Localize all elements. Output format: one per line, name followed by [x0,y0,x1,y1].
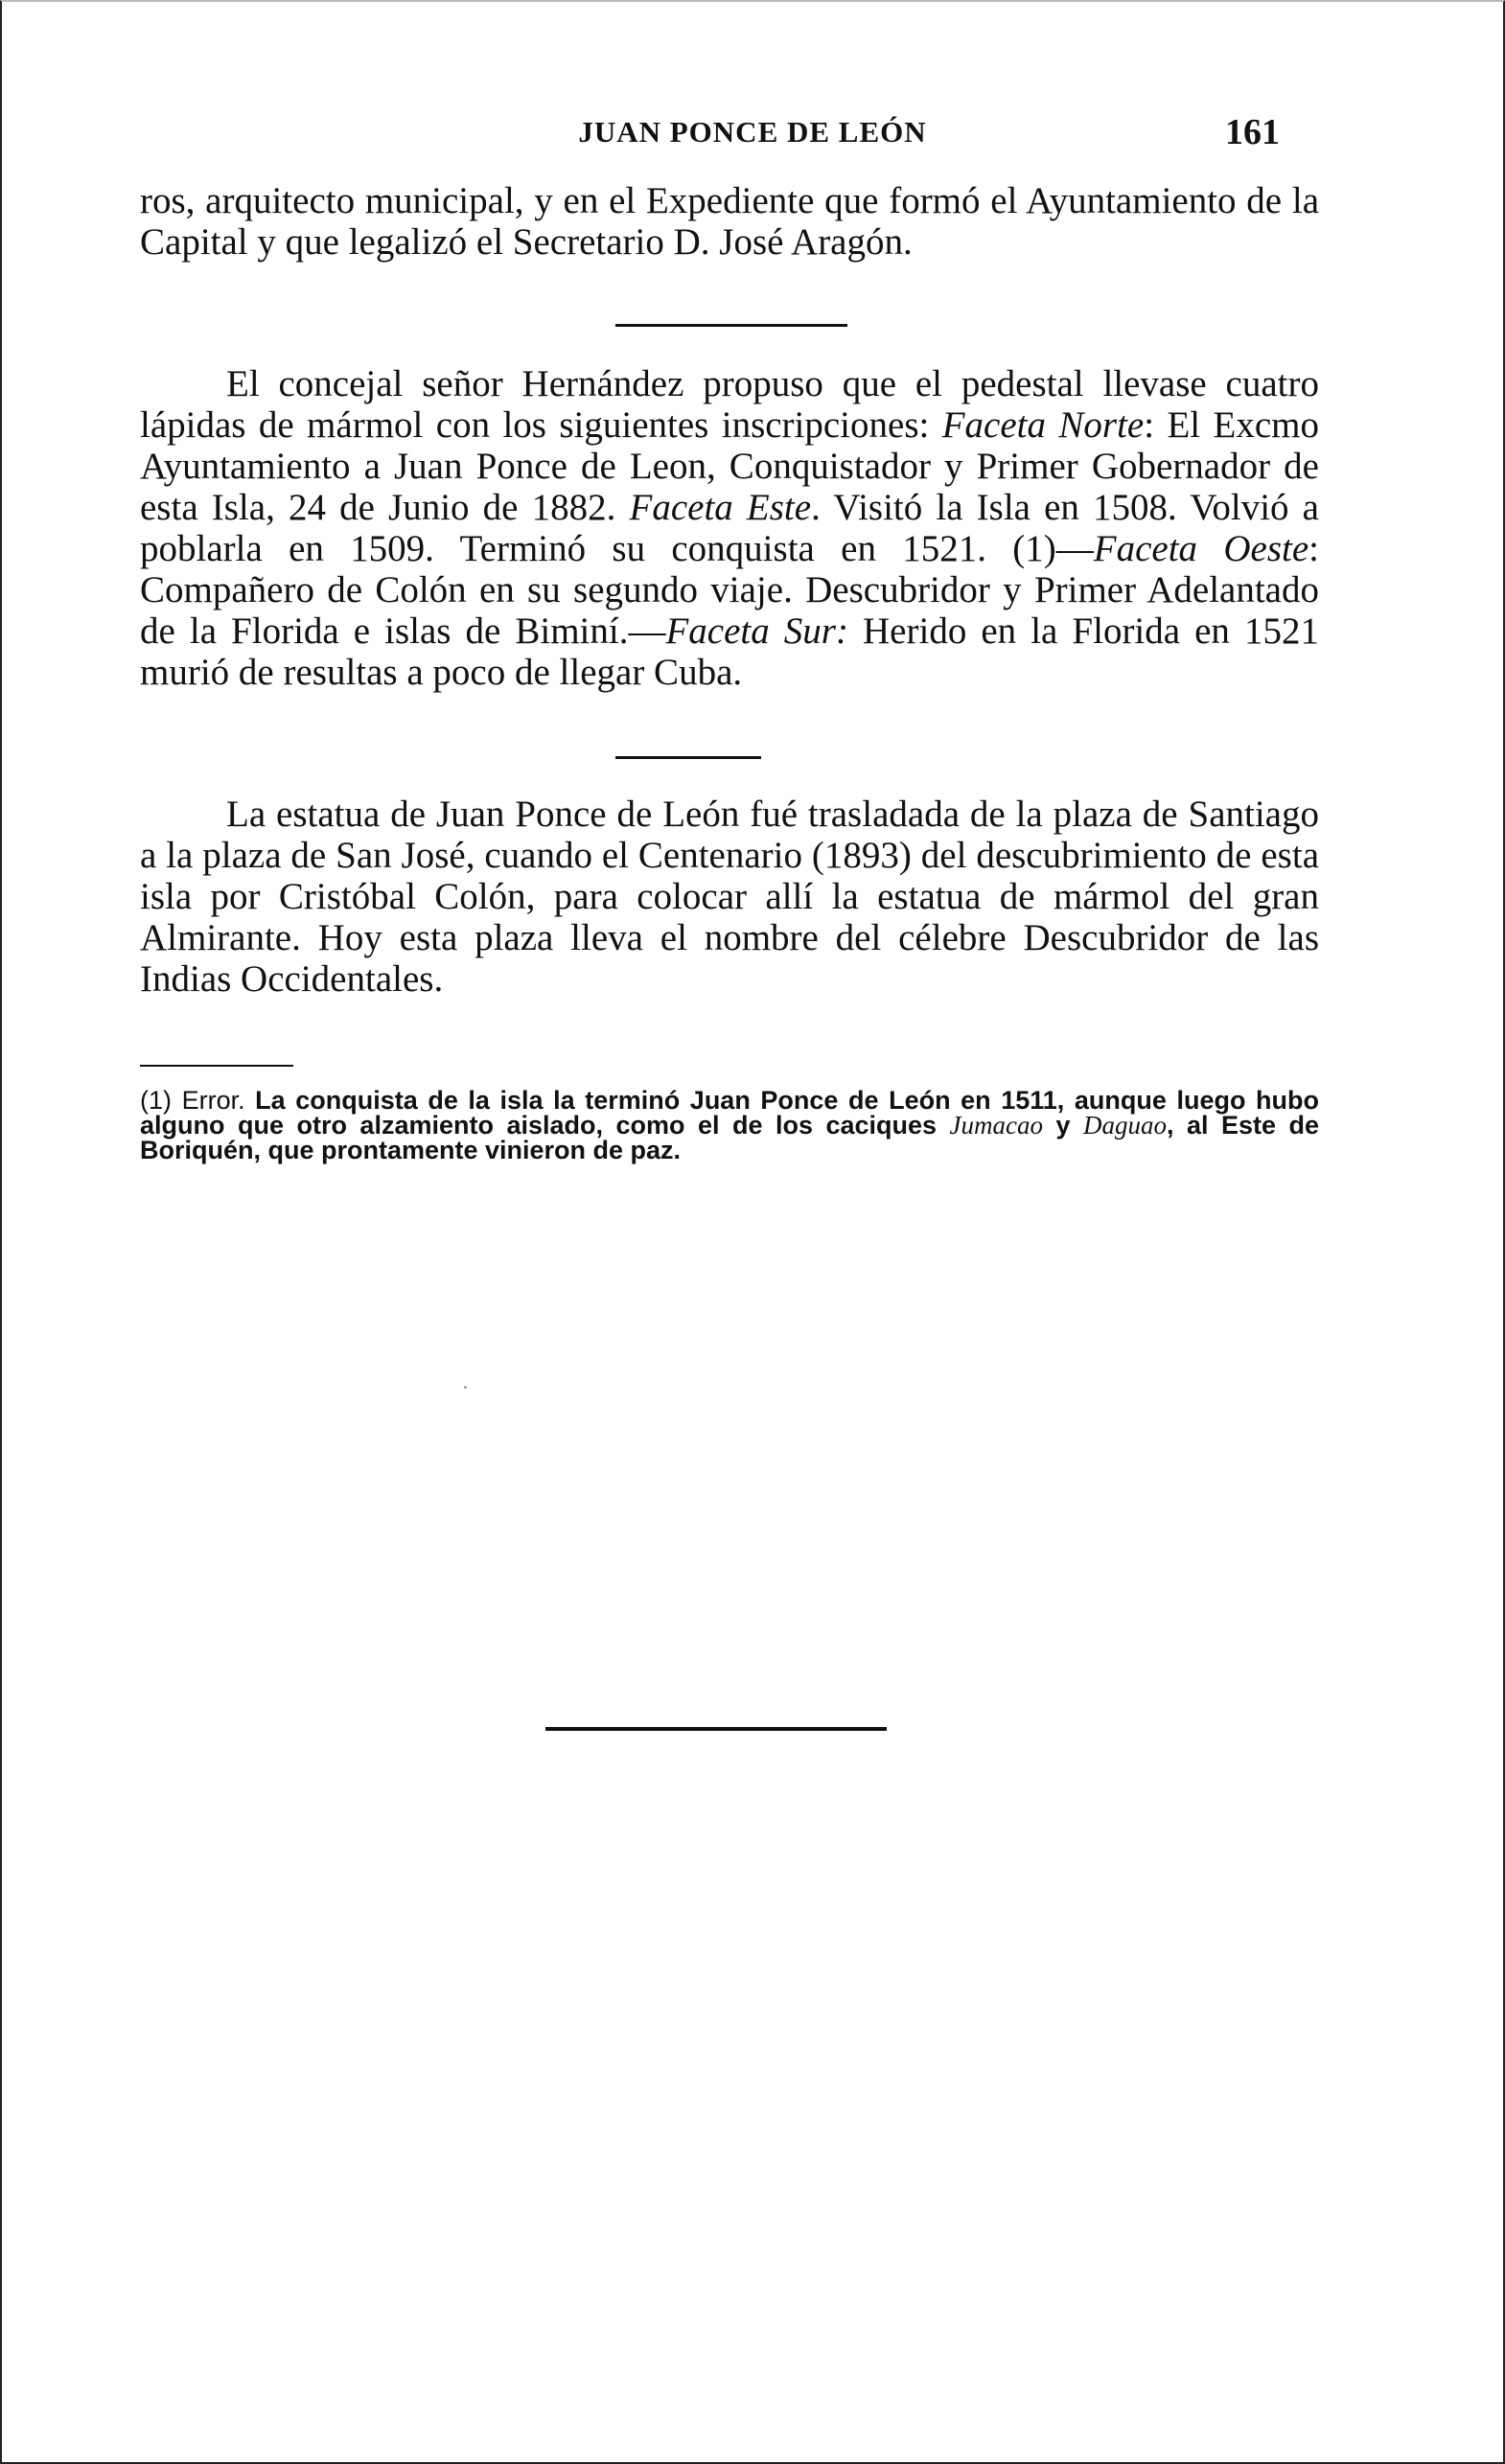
footnote-rule [140,1065,293,1067]
paragraph-continuation: ros, arquitecto municipal, y en el Expediente que formó el Ayuntamiento de la Capital y que legalizó el Secretario D. José Aragón. [140,180,1319,263]
paragraph-statue: La estatua de Juan Ponce de León fué trasladada de la plaza de Santiago a la plaza de San José, cuando el Centenario (1893) del descubrimiento de esta isla por Cristóbal Colón, para colocar allí la estatua de mármol del gran Almirante. Hoy esta plaza lleva el nombre del célebre Descubridor de las Indias Occidentales. [140,794,1319,1000]
footnote-daguao: Daguao [1082,1111,1167,1140]
paper-speck [464,1386,467,1389]
footnote-jumacao: Jumacao [949,1111,1043,1140]
footnote [140,1088,1319,1163]
section-divider [615,756,761,759]
faceta-este-label: Faceta Este [629,487,812,528]
faceta-sur-label: Faceta Sur: [665,610,848,652]
inscriptions-text-2: : El Excmo Ayuntamiento a Juan Ponce de Leon, Conquistador y Primer Gobernador de esta Isla, 24 de Junio de 1882. [140,404,1319,528]
section-divider [615,324,847,327]
footnote-marker: (1) Error. [140,1086,245,1115]
footnote-text-3: , al Este de Boriquén, que prontamente vinieron de paz. [140,1111,1319,1164]
paragraph-inscriptions [140,363,1319,693]
inscriptions-text-3: . Visitó la Isla en 1508. Volvió a poblarla en 1509. Terminó su conquista en 1521. (1)— [140,487,1319,569]
inscriptions-text-1: El concejal señor Hernández propuso que el pedestal llevase cuatro lápidas de mármol con los siguientes inscripciones: [140,363,1319,446]
faceta-norte-label: Faceta Norte [941,404,1145,446]
inscriptions-text-5: Herido en la Florida en 1521 murió de resultas a poco de llegar Cuba. [140,610,1319,693]
inscriptions-text-4: : Compañero de Colón en su segundo viaje. Descubridor y Primer Adelantado de la Florida e islas de Biminí.— [140,528,1319,652]
running-head [0,112,1505,153]
chapter-end-rule [545,1727,887,1731]
faceta-oeste-label: Faceta Oeste [1093,528,1309,569]
footnote-text-1: La conquista de la isla la terminó Juan Ponce de León en 1511, aunque luego hubo alguno que otro alzamiento aislado, como el de los caciques [140,1086,1320,1140]
footnote-text-2: y [1042,1111,1083,1140]
page-number: 161 [1225,112,1280,152]
running-title: JUAN PONCE DE LEÓN [578,115,927,149]
